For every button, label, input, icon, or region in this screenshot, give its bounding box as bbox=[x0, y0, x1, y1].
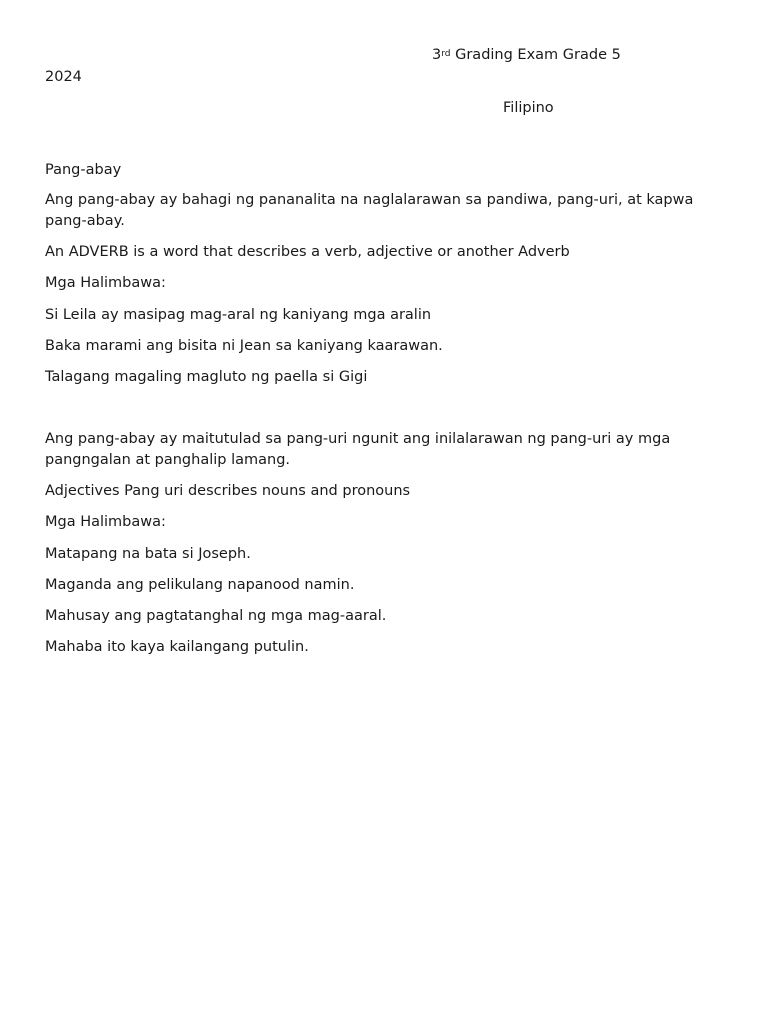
adjective-comparison: Ang pang-abay ay maitutulad sa pang-uri ngunit ang inilalarawan ng pang-uri ay mga pangngalan at panghalip lamang. bbox=[45, 431, 671, 468]
list-item: Mahusay ang pagtatanghal ng mga mag-aaral. bbox=[45, 608, 387, 624]
exam-year: 2024 bbox=[45, 69, 82, 85]
list-item: Matapang na bata si Joseph. bbox=[45, 546, 251, 562]
list-item: Maganda ang pelikulang napanood namin. bbox=[45, 577, 355, 593]
grade-ordinal: 3 bbox=[432, 47, 442, 63]
list-item: Mahaba ito kaya kailangang putulin. bbox=[45, 639, 309, 655]
adverb-definition: Ang pang-abay ay bahagi ng pananalita na naglalarawan sa pandiwa, pang-uri, at kapwa pang-abay. bbox=[45, 192, 694, 229]
examples-label: Mga Halimbawa: bbox=[45, 275, 166, 291]
adjective-english-definition: Adjectives Pang uri describes nouns and pronouns bbox=[45, 483, 411, 499]
subject-label: Filipino bbox=[503, 100, 554, 116]
exam-title-text: Grading Exam Grade 5 bbox=[450, 47, 621, 63]
list-item: Talagang magaling magluto ng paella si Gigi bbox=[45, 369, 368, 385]
list-item: Baka marami ang bisita ni Jean sa kaniyang kaarawan. bbox=[45, 338, 443, 354]
examples-label: Mga Halimbawa: bbox=[45, 514, 166, 530]
list-item: Si Leila ay masipag mag-aral ng kaniyang mga aralin bbox=[45, 307, 432, 323]
exam-title bbox=[432, 45, 621, 68]
section-heading: Pang-abay bbox=[45, 162, 122, 178]
adverb-english-definition: An ADVERB is a word that describes a verb, adjective or another Adverb bbox=[45, 244, 570, 260]
grade-ordinal-suffix: rd bbox=[441, 49, 451, 59]
